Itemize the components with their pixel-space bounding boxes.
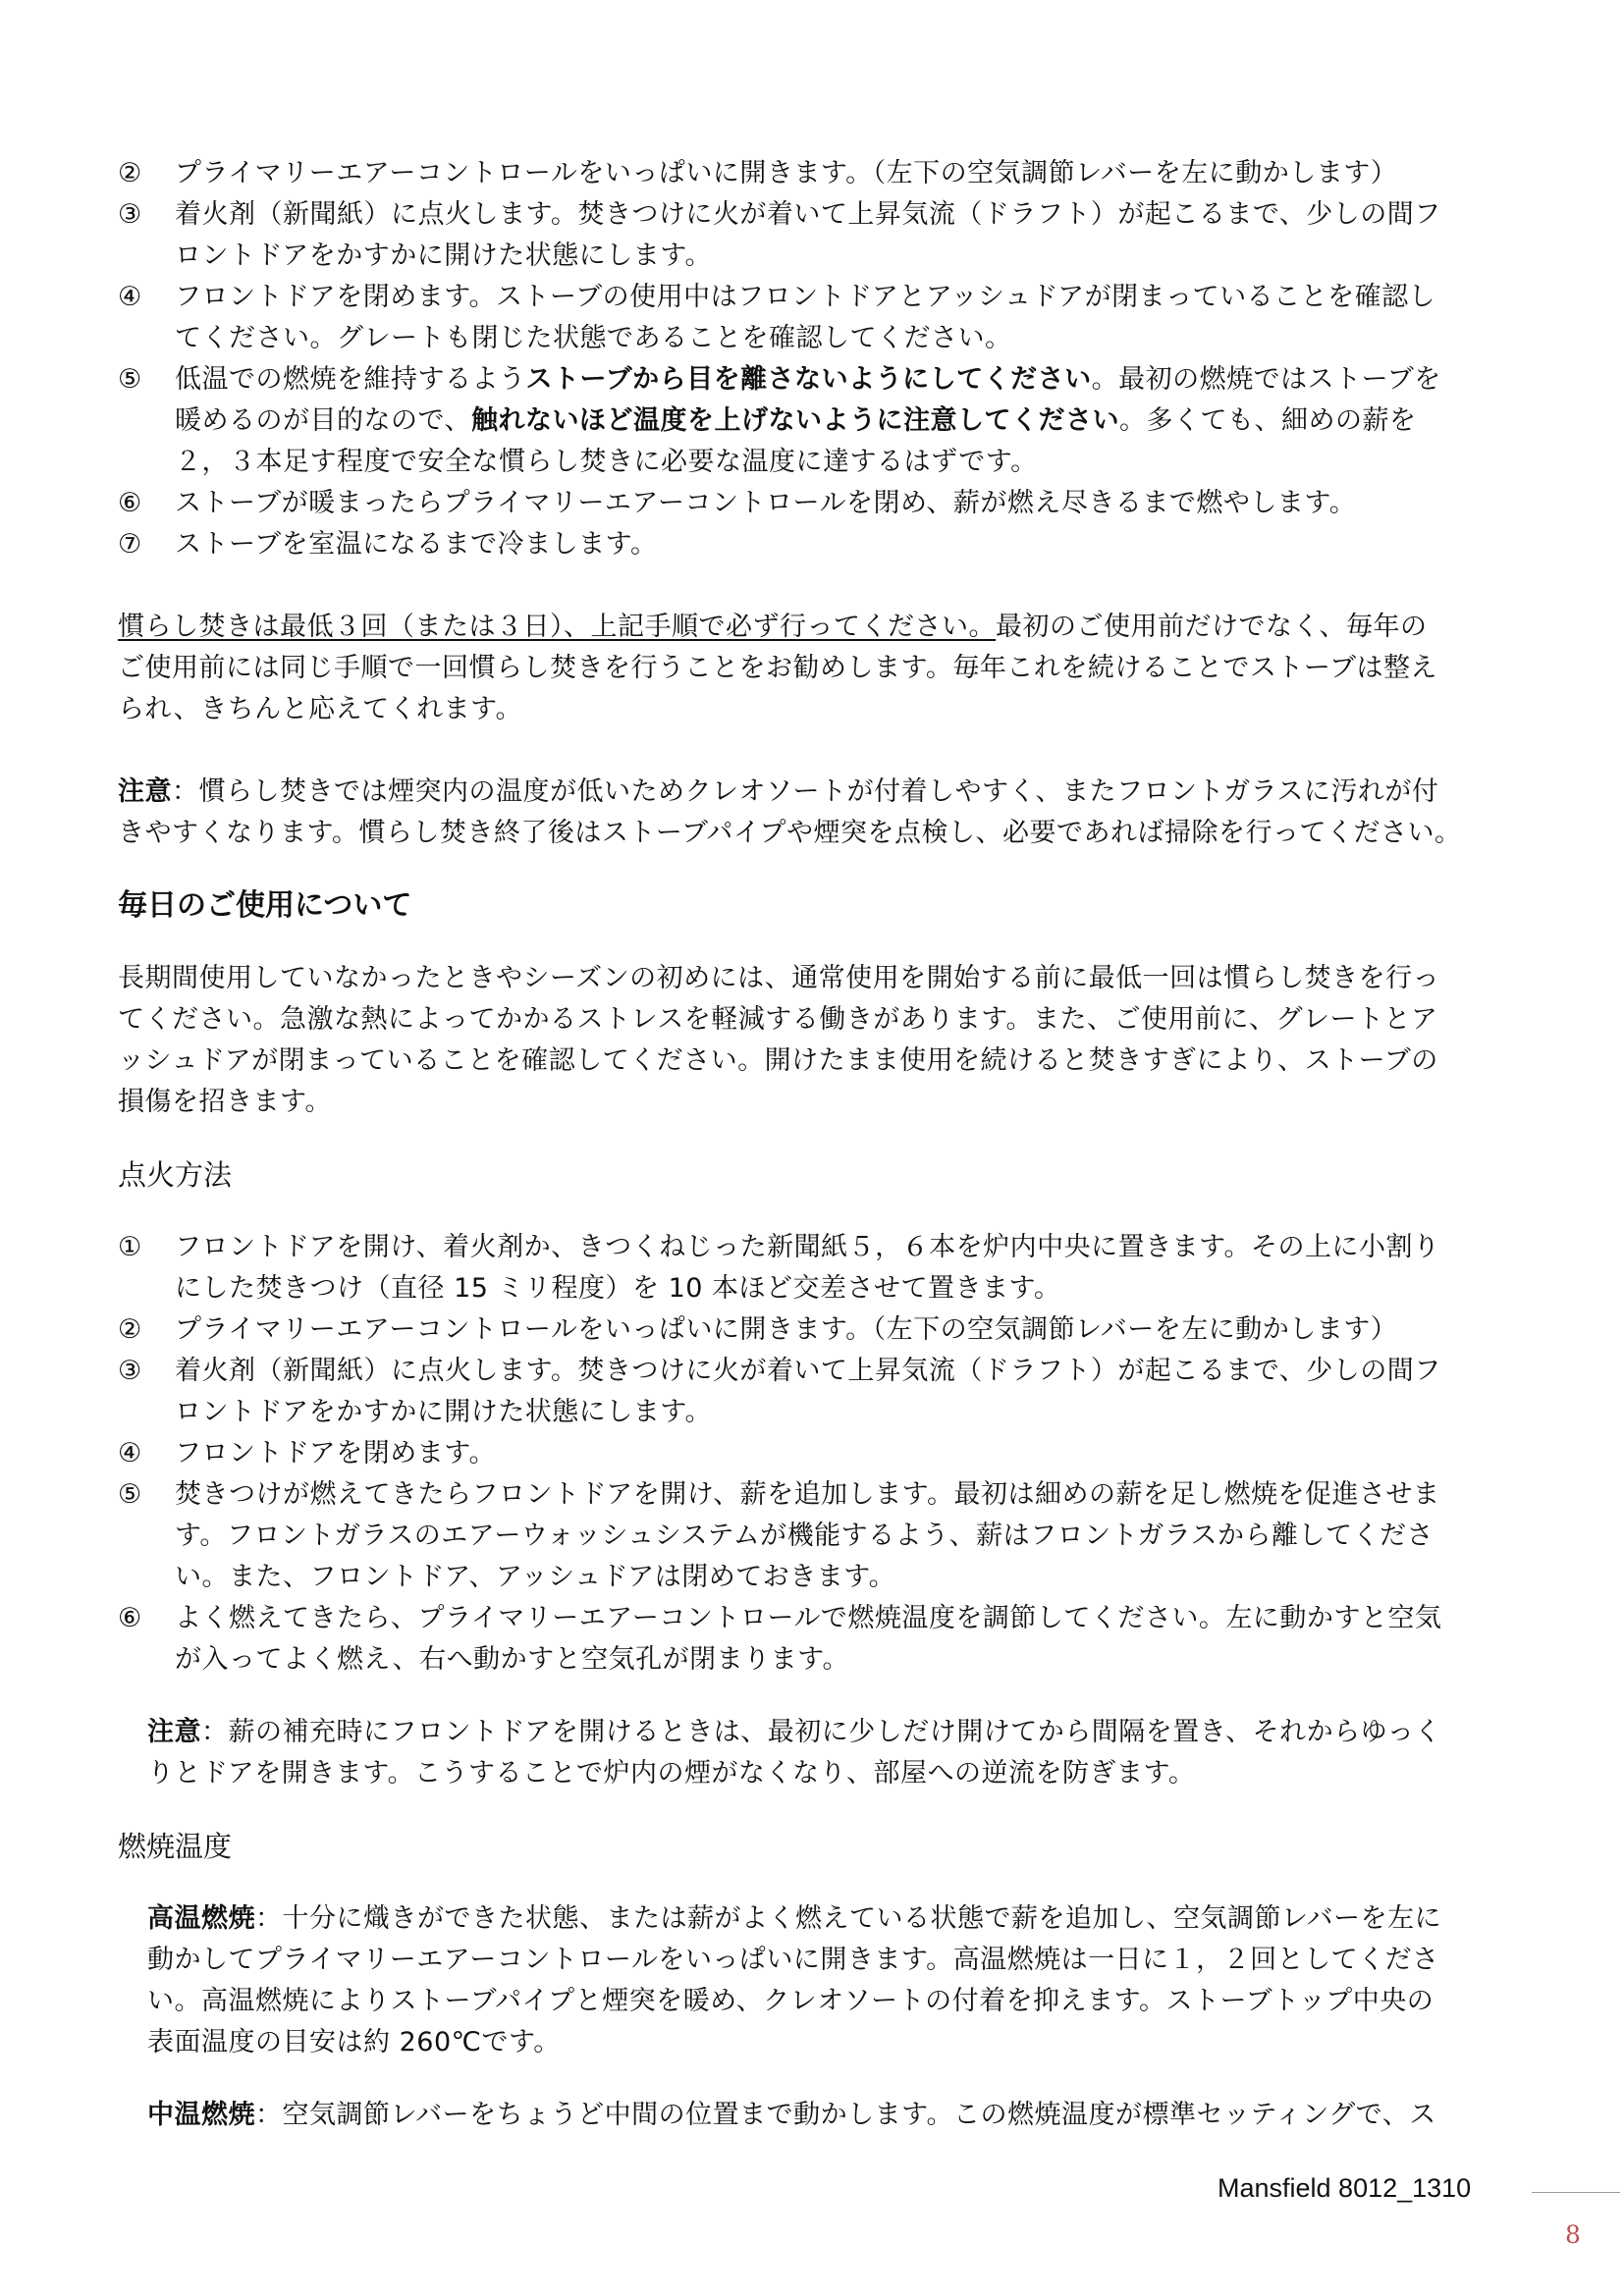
high-burn-paragraph [118, 1898, 1516, 2063]
list-text [175, 400, 1516, 442]
text-run: 。多くても、細めの薪を [1118, 405, 1417, 436]
section-heading-temperature: 燃焼温度 [118, 1830, 233, 1863]
underlined-text: 慣らし焚きは最低３回（または３日）、上記手順で必ず行ってください。 [118, 612, 996, 642]
page-number: 8 [1565, 2220, 1581, 2249]
list-number: ⑤ [118, 364, 142, 395]
note-label: 注意 [118, 776, 172, 807]
list-text: ２，３本足す程度で安全な慣らし焚きに必要な温度に達するはずです。 [175, 447, 1038, 477]
list-number: ② [118, 158, 142, 188]
paragraph-line: ご使用前には同じ手順で一回慣らし焚きを行うことをお勧めします。毎年これを続けることでストーブは整え [118, 653, 1437, 683]
list-text: ストーブが暖まったらプライマリーエアーコントロールを閉め、薪が燃え尽きるまで燃やします。 [175, 488, 1357, 518]
paragraph-line: てください。急激な熱によってかかるストレスを軽減する働きがあります。また、ご使用前に、グレートとア [118, 1004, 1438, 1035]
list-text: 着火剤（新聞紙）に点火します。焚きつけに火が着いて上昇気流（ドラフト）が起こるまで、少しの間フ [175, 1356, 1441, 1386]
footer-model: Mansfield 8012_1310 [1218, 2173, 1472, 2203]
list-text: ロントドアをかすかに開けた状態にします。 [175, 240, 713, 271]
paragraph-line: きやすくなります。慣らし焚き終了後はストーブパイプや煙突を点検し、必要であれば掃除を行ってください。 [118, 818, 1462, 848]
list1-item-6 [118, 483, 1516, 524]
text-run: ：慣らし焚きでは煙突内の温度が低いためクレオソートが付着しやすく、またフロントガラスに汚れが付 [172, 776, 1439, 807]
list-text: にした焚きつけ（直径 15 ミリ程度）を 10 本ほど交差させて置きます。 [175, 1273, 1061, 1304]
paragraph-line: い。高温燃焼によりストーブパイプと煙突を暖め、クレオソートの付着を抑えます。ストーブトップ中央の [147, 1986, 1435, 2016]
list1-item-3 [118, 194, 1516, 277]
list-text: い。また、フロントドア、アッシュドアは閉めておきます。 [175, 1562, 896, 1592]
ignition-item-3 [118, 1351, 1516, 1433]
list-text: 焚きつけが燃えてきたらフロントドアを開け、薪を追加します。最初は細めの薪を足し燃焼を促進させま [175, 1479, 1440, 1510]
list-text: プライマリーエアーコントロールをいっぱいに開きます。（左下の空気調節レバーを左に動かします） [175, 1314, 1398, 1345]
list-text: す。フロントガラスのエアーウォッシュシステムが機能するよう、薪はフロントガラスから離してくださ [175, 1521, 1434, 1551]
list-number: ④ [118, 282, 142, 312]
section-heading-daily: 毎日のご使用について [118, 888, 412, 923]
list-number: ⑥ [118, 1603, 142, 1633]
list1-item-2 [118, 153, 1516, 194]
ignition-item-2 [118, 1309, 1516, 1351]
text-run: 最初のご使用前だけでなく、毎年の [996, 612, 1428, 642]
list-text: 着火剤（新聞紙）に点火します。焚きつけに火が着いて上昇気流（ドラフト）が起こるまで、少しの間フ [175, 199, 1441, 230]
list-text: ロントドアをかすかに開けた状態にします。 [175, 1397, 713, 1427]
note-label: 注意 [147, 1717, 201, 1747]
list-text: よく燃えてきたら、プライマリーエアーコントロールで燃焼温度を調節してください。左に動かすと空気 [175, 1603, 1442, 1633]
list-number: ⑥ [118, 488, 142, 518]
list1-item-7 [118, 524, 1516, 565]
list-number: ④ [118, 1438, 142, 1468]
ignition-item-5 [118, 1474, 1516, 1598]
high-burn-label: 高温燃焼 [147, 1903, 255, 1934]
list-text: が入ってよく燃え、右へ動かすと空気孔が閉まります。 [175, 1644, 849, 1675]
footer-divider [1532, 2192, 1620, 2193]
note-paragraph [118, 772, 1516, 854]
list-number: ③ [118, 1356, 142, 1386]
paragraph-line: りとドアを開きます。こうすることで炉内の煙がなくなり、部屋への逆流を防ぎます。 [147, 1758, 1196, 1789]
paragraph-line: 損傷を招きます。 [118, 1087, 332, 1117]
emphasis-text: 触れないほど温度を上げないように注意してください [470, 405, 1119, 436]
daily-paragraph [118, 958, 1516, 1123]
list1-item-4 [118, 277, 1516, 359]
list-number: ⑤ [118, 1479, 142, 1510]
break-in-paragraph [118, 607, 1516, 730]
list-text [175, 359, 1516, 400]
list-text: ストーブを室温になるまで冷まします。 [175, 529, 658, 560]
list-number: ③ [118, 199, 142, 230]
text-run: 暖めるのが目的なので、 [175, 405, 471, 436]
paragraph-line: 動かしてプライマリーエアーコントロールをいっぱいに開きます。高温燃焼は一日に１，２回としてくださ [147, 1945, 1439, 1975]
paragraph-line: られ、きちんと応えてくれます。 [118, 694, 522, 724]
ignition-item-6 [118, 1598, 1516, 1681]
section-heading-ignition: 点火方法 [118, 1158, 233, 1192]
list-text: フロントドアを開け、着火剤か、きつくねじった新聞紙５，６本を炉内中央に置きます。その上に小割り [175, 1232, 1440, 1262]
list-text: フロントドアを閉めます。ストーブの使用中はフロントドアとアッシュドアが閉まっていることを確認し [175, 282, 1436, 312]
paragraph-line: ッシュドアが閉まっていることを確認してください。開けたまま使用を続けると焚きすぎにより、ストーブの [118, 1045, 1438, 1076]
ignition-item-1 [118, 1227, 1516, 1309]
list-text: フロントドアを閉めます。 [175, 1438, 497, 1468]
list-text: てください。グレートも閉じた状態であることを確認してください。 [175, 323, 1012, 353]
text-run: 。最初の燃焼ではストーブを [1091, 364, 1441, 395]
mid-burn-paragraph [118, 2095, 1516, 2136]
paragraph-line: 長期間使用していなかったときやシーズンの初めには、通常使用を開始する前に最低一回は慣らし焚きを行っ [118, 963, 1440, 993]
list-number: ① [118, 1232, 142, 1262]
paragraph-line: 表面温度の目安は約 260℃です。 [147, 2027, 561, 2057]
text-run: 低温での燃焼を維持するよう [175, 364, 526, 395]
mid-burn-label: 中温燃焼 [147, 2100, 255, 2130]
text-run: ：薪の補充時にフロントドアを開けるときは、最初に少しだけ開けてから間隔を置き、それからゆっく [201, 1717, 1441, 1747]
ignition-note [118, 1712, 1516, 1794]
document-body [118, 153, 1516, 2136]
ignition-item-4 [118, 1433, 1516, 1474]
emphasis-text: ストーブから目を離さないようにしてください [525, 364, 1092, 395]
text-run: ：空気調節レバーをちょうど中間の位置まで動かします。この燃焼温度が標準セッティングで、ス [255, 2100, 1436, 2130]
list1-item-5 [118, 359, 1516, 483]
list-text: プライマリーエアーコントロールをいっぱいに開きます。（左下の空気調節レバーを左に動かします） [175, 158, 1398, 188]
list-number: ② [118, 1314, 142, 1345]
list-number: ⑦ [118, 529, 142, 560]
text-run: ：十分に熾きができた状態、または薪がよく燃えている状態で薪を追加し、空気調節レバーを左に [255, 1903, 1442, 1934]
